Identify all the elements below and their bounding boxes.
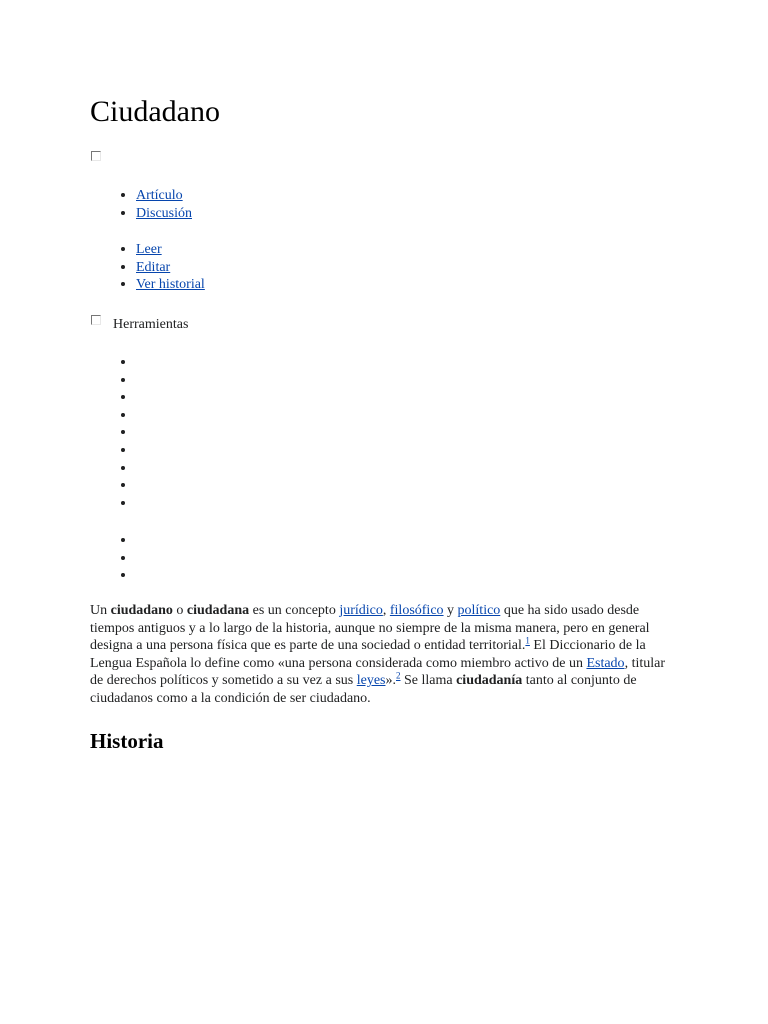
- tools-list-primary: [90, 353, 136, 511]
- view-tabs: [90, 240, 205, 293]
- text-run: ,: [382, 603, 390, 618]
- link-juridico[interactable]: jurídico: [339, 603, 383, 618]
- article-intro-paragraph: [90, 602, 672, 708]
- reference-2-link[interactable]: 2: [395, 670, 401, 681]
- tab-history-link[interactable]: Ver historial: [136, 277, 205, 293]
- bold-term-ciudadana: ciudadana: [186, 603, 250, 618]
- text-run: y: [443, 603, 458, 618]
- tools-label: Herramientas: [113, 317, 189, 332]
- tab-article: [136, 186, 192, 204]
- text-run: ».: [385, 673, 396, 689]
- tab-read-link[interactable]: Leer: [136, 242, 162, 257]
- tab-edit-link[interactable]: Editar: [136, 259, 171, 275]
- text-run: , titular de derechos políticos y sometido a su vez a sus: [90, 655, 665, 689]
- text-run: tanto al conjunto de ciudadanos como a la condición de ser ciudadano.: [90, 673, 637, 706]
- tab-discussion-link[interactable]: Discusión: [136, 205, 192, 221]
- tab-discussion: [136, 204, 192, 222]
- text-run: Un: [90, 603, 111, 618]
- link-leyes[interactable]: leyes: [356, 673, 386, 689]
- tab-read: [136, 240, 205, 258]
- tab-article-link[interactable]: Artículo: [136, 188, 183, 203]
- link-politico[interactable]: político: [457, 603, 501, 618]
- bold-term-ciudadania: ciudadanía: [456, 673, 523, 689]
- text-run: es un concepto: [249, 603, 340, 618]
- reference-1-link[interactable]: 1: [525, 635, 530, 646]
- tools-list-secondary: [90, 531, 136, 584]
- text-run: que ha sido usado desde tiempos antiguos y a lo largo de la historia, aunque no siempre de la misma manera, pero en general designa a una persona física que es parte de una sociedad o entidad territorial.: [90, 603, 650, 654]
- link-filosofico[interactable]: filosófico: [389, 603, 444, 618]
- bold-term-ciudadano: ciudadano: [110, 603, 173, 618]
- text-run: El Diccionario de la Lengua Española lo define como «una persona considerada como miembro activo de un: [90, 638, 646, 671]
- text-run: o: [172, 603, 187, 618]
- section-heading-historia: Historia: [90, 729, 164, 753]
- main-menu-checkbox[interactable]: [91, 151, 101, 161]
- page-title: Ciudadano: [90, 95, 220, 128]
- tab-history: [136, 275, 205, 293]
- tools-menu-checkbox[interactable]: [91, 315, 101, 325]
- text-run: Se llama: [400, 673, 457, 689]
- link-estado[interactable]: Estado: [586, 655, 625, 671]
- tab-edit: [136, 258, 205, 276]
- namespace-tabs: [90, 186, 192, 221]
